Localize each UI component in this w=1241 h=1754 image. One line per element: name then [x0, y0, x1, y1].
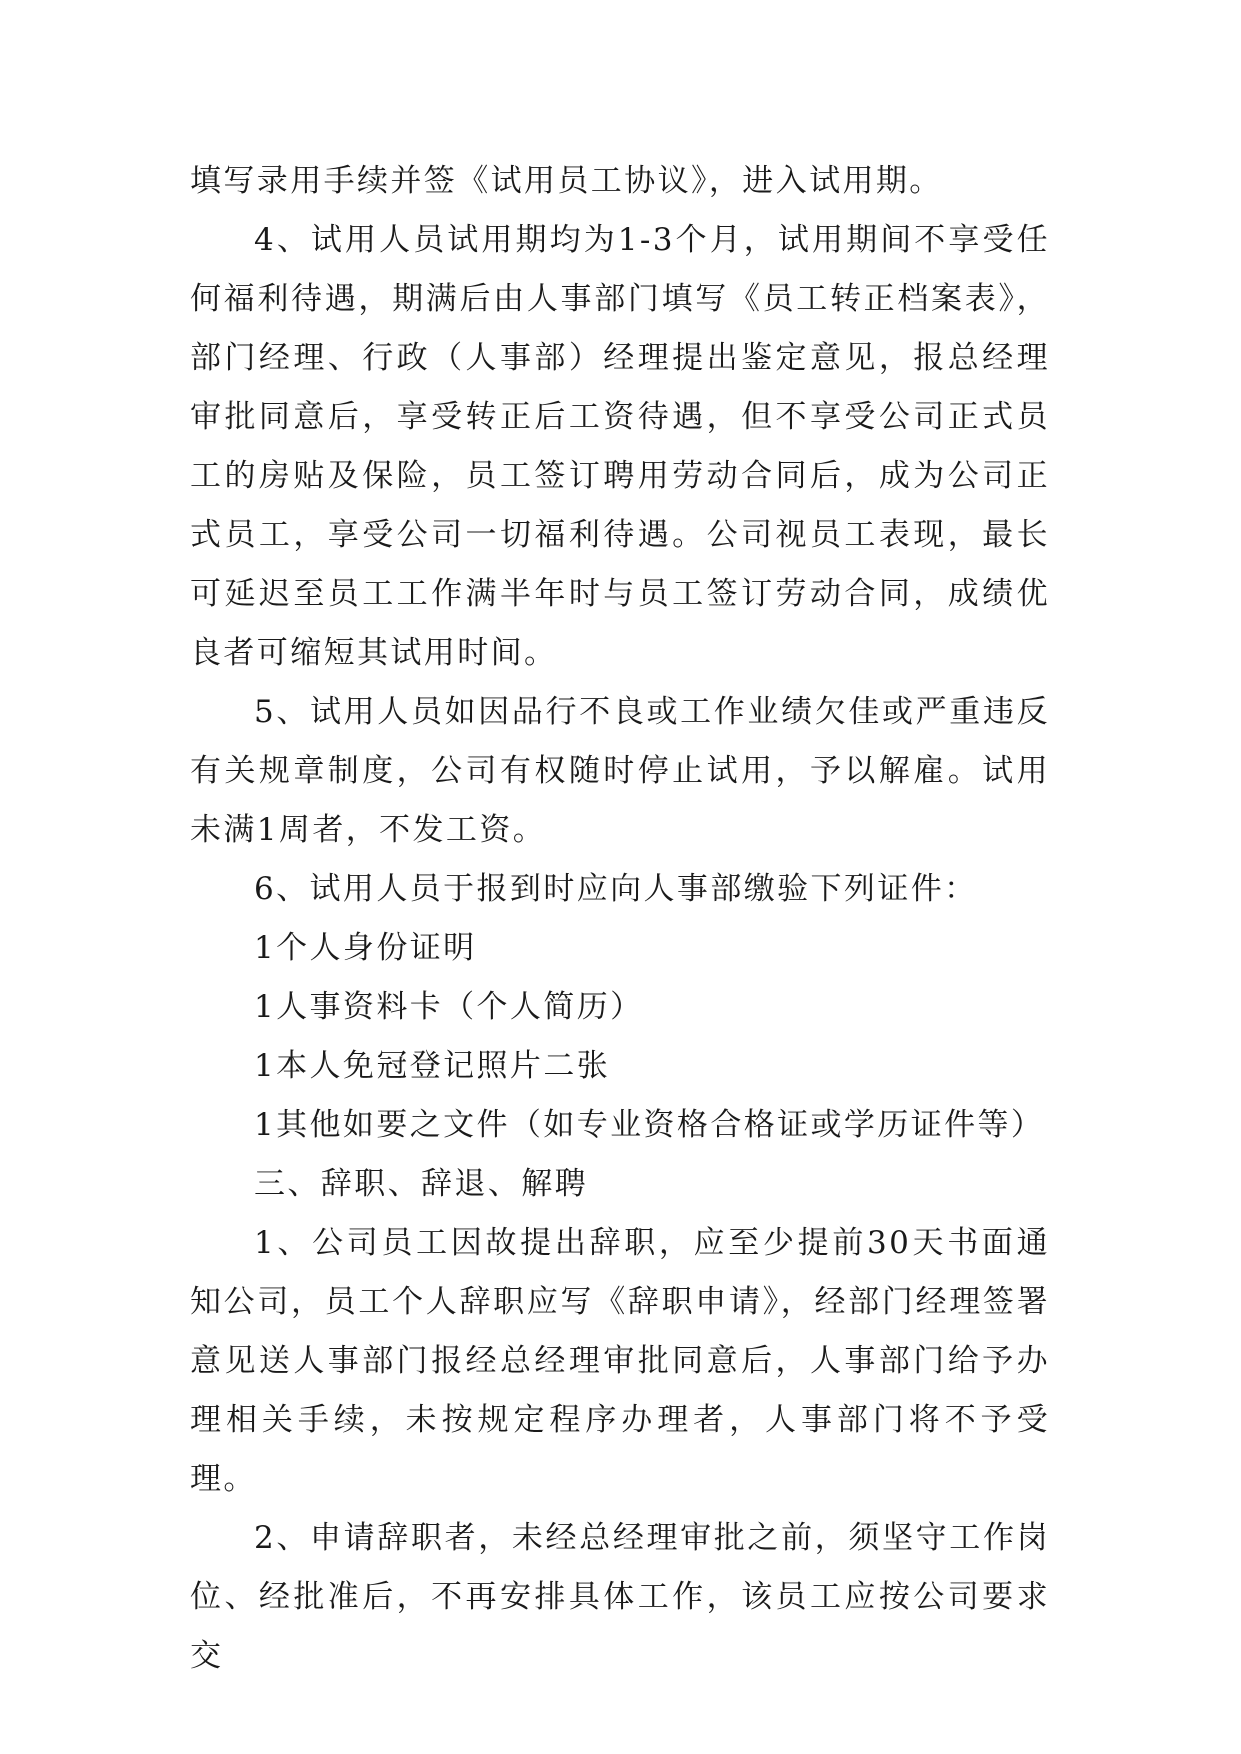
paragraph-continuation: 填写录用手续并签《试用员工协议》，进入试用期。 — [190, 163, 943, 199]
paragraph-resignation-notice: 1、公司员工因故提出辞职，应至少提前30天书面通知公司，员工个人辞职应写《辞职申请》，经部门经理签署意见送人事部门报经总经理审批同意后，人事部门给予办理相关手续，未按规定程序办理者，人事部门将不予受理。 — [190, 1225, 1050, 1497]
paragraph-required-documents: 6、试用人员于报到时应向人事部缴验下列证件： — [254, 871, 978, 907]
document-body — [190, 152, 1050, 1686]
list-item-personnel-card: 1人事资料卡（个人简历） — [254, 989, 644, 1025]
list-item-other-documents: 1其他如要之文件（如专业资格合格证或学历证件等） — [254, 1107, 1045, 1143]
paragraph-probation-termination: 5、试用人员如因品行不良或工作业绩欠佳或严重违反有关规章制度，公司有权随时停止试用，予以解雇。试用未满1周者，不发工资。 — [190, 694, 1050, 848]
list-item-id-proof: 1个人身份证明 — [254, 930, 477, 966]
section-heading-resignation: 三、辞职、辞退、解聘 — [254, 1166, 588, 1202]
list-item-photos: 1本人免冠登记照片二张 — [254, 1048, 611, 1084]
paragraph-resignation-approval: 2、申请辞职者，未经总经理审批之前，须坚守工作岗位、经批准后，不再安排具体工作，该员工应按公司要求交 — [190, 1520, 1050, 1674]
paragraph-probation-period: 4、试用人员试用期均为1-3个月，试用期间不享受任何福利待遇，期满后由人事部门填写《员工转正档案表》，部门经理、行政（人事部）经理提出鉴定意见，报总经理审批同意后，享受转正后工资待遇，但不享受公司正式员工的房贴及保险，员工签订聘用劳动合同后，成为公司正式员工，享受公司一切福利待遇。公司视员工表现，最长可延迟至员工工作满半年时与员工签订劳动合同，成绩优良者可缩短其试用时间。 — [190, 222, 1050, 671]
